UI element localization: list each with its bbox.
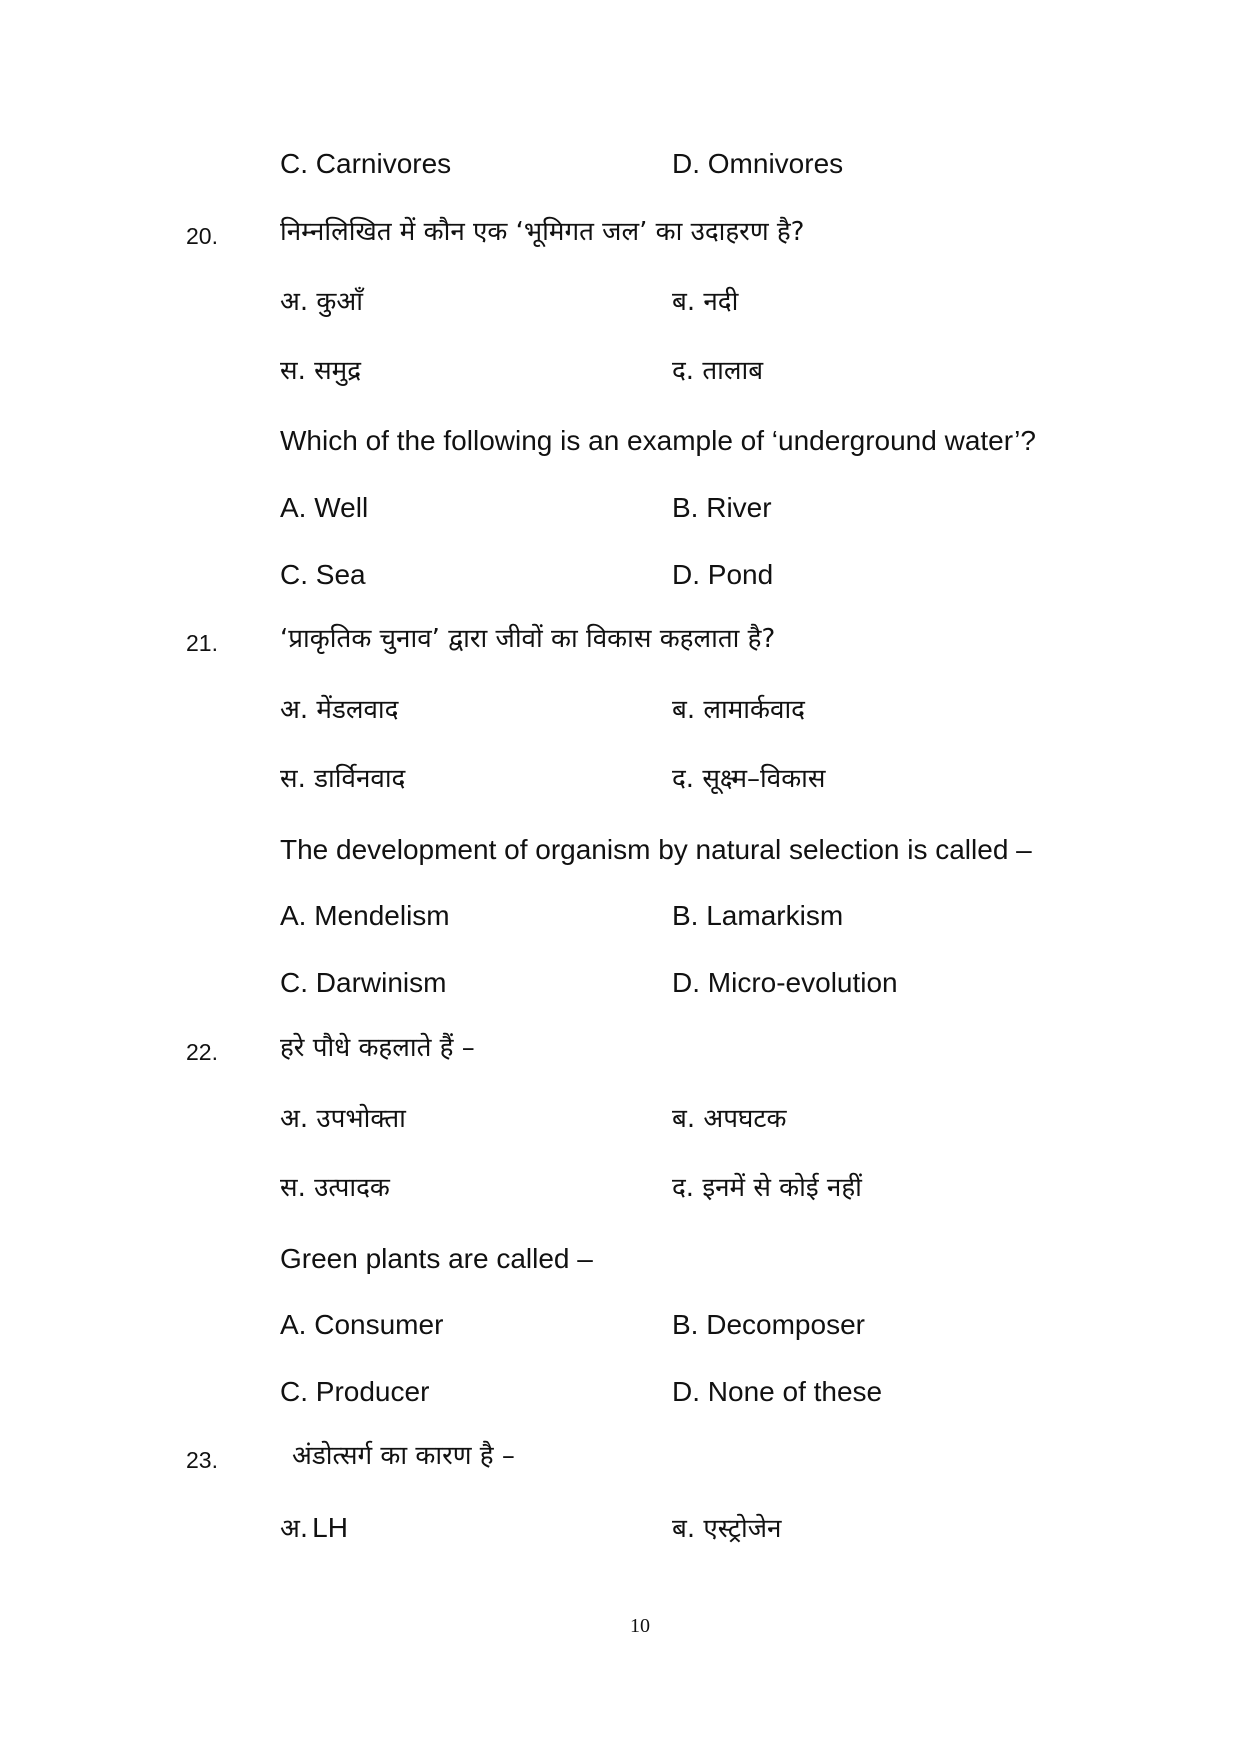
question-21-english: The development of organism by natural selection is called –	[280, 834, 1032, 865]
question-22-hindi-option-a: अ. उपभोक्ता	[280, 1104, 406, 1134]
question-20-hindi-option-c: स. समुद्र	[280, 356, 362, 386]
question-21-hindi-option-a: अ. मेंडलवाद	[280, 695, 399, 725]
question-number-21: 21.	[186, 630, 218, 656]
question-21-hindi: ‘प्राकृतिक चुनाव’ द्वारा जीवों का विकास कहलाता है?	[280, 624, 776, 654]
question-23-hindi: अंडोत्सर्ग का कारण है –	[292, 1441, 515, 1471]
question-22-hindi-option-c: स. उत्पादक	[280, 1173, 390, 1203]
question-20-option-b: B. River	[672, 492, 772, 523]
question-number-20: 20.	[186, 223, 218, 249]
question-22-english: Green plants are called –	[280, 1243, 593, 1274]
question-number-22: 22.	[186, 1039, 218, 1065]
question-20-option-c: C. Sea	[280, 559, 366, 590]
question-22-option-a: A. Consumer	[280, 1309, 444, 1340]
question-22-hindi: हरे पौधे कहलाते हैं –	[280, 1033, 475, 1063]
question-22-option-d: D. None of these	[672, 1376, 883, 1407]
question-21-hindi-option-b: ब. लामार्कवाद	[672, 695, 805, 725]
option-prefix: अ.	[280, 1514, 309, 1544]
question-22-hindi-option-d: द. इनमें से कोई नहीं	[672, 1173, 862, 1203]
question-21-option-d: D. Micro-evolution	[672, 967, 898, 998]
question-21-option-c: C. Darwinism	[280, 967, 447, 998]
question-22-option-b: B. Decomposer	[672, 1309, 865, 1340]
question-23-hindi-option-a	[280, 1514, 348, 1542]
question-20-hindi-option-b: ब. नदी	[672, 287, 739, 317]
option-c-carnivores: C. Carnivores	[280, 148, 452, 179]
question-22-option-c: C. Producer	[280, 1376, 430, 1407]
option-d-omnivores: D. Omnivores	[672, 148, 844, 179]
option-text: LH	[312, 1512, 348, 1543]
question-20-hindi: निम्नलिखित में कौन एक ‘भूमिगत जल’ का उदाहरण है?	[280, 217, 805, 247]
page-number: 10	[630, 1615, 650, 1637]
question-22-hindi-option-b: ब. अपघटक	[672, 1104, 787, 1134]
question-20-hindi-option-d: द. तालाब	[672, 356, 764, 386]
question-20-option-d: D. Pond	[672, 559, 774, 590]
question-21-option-a: A. Mendelism	[280, 900, 450, 931]
question-21-hindi-option-d: द. सूक्ष्म–विकास	[672, 764, 826, 794]
question-20-english: Which of the following is an example of ‘underground water’?	[280, 425, 1036, 456]
question-21-option-b: B. Lamarkism	[672, 900, 844, 931]
question-23-hindi-option-b: ब. एस्ट्रोजेन	[672, 1514, 782, 1544]
question-21-hindi-option-c: स. डार्विनवाद	[280, 764, 406, 794]
question-20-hindi-option-a: अ. कुआँ	[280, 287, 363, 317]
question-number-23: 23.	[186, 1447, 218, 1473]
question-20-option-a: A. Well	[280, 492, 369, 523]
